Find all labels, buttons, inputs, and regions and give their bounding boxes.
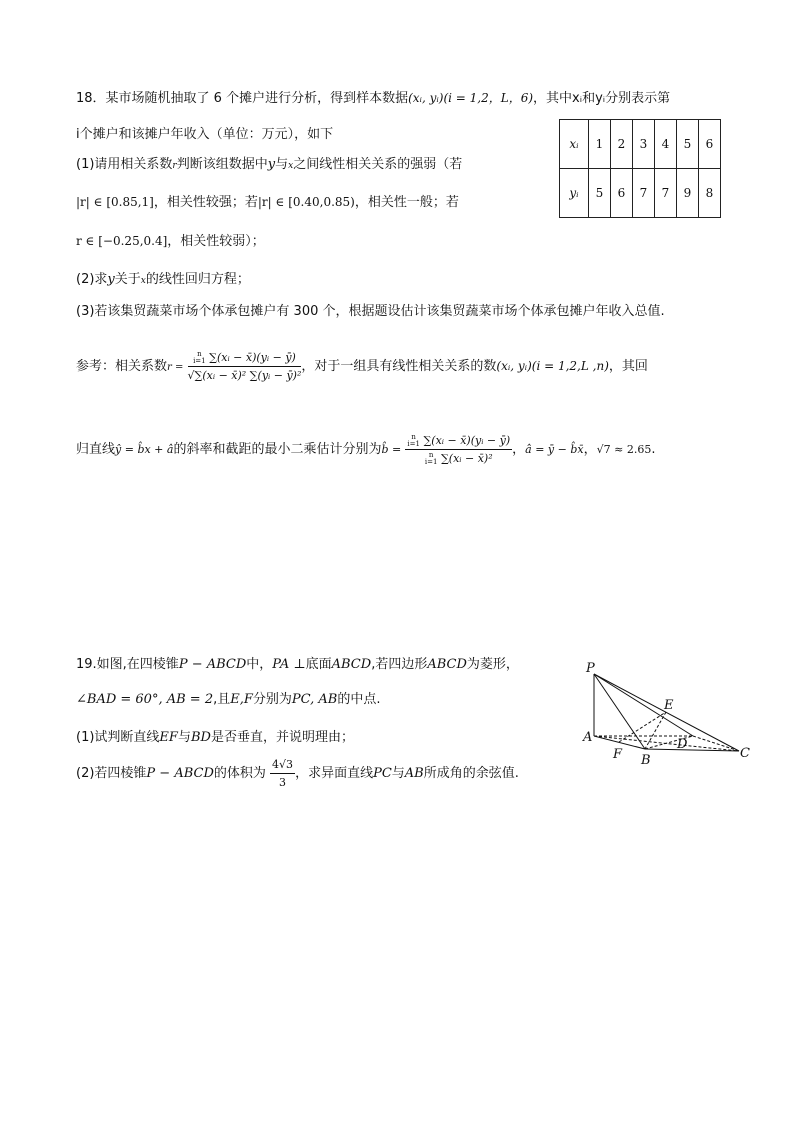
table-header-x: xᵢ <box>560 120 589 169</box>
q18-part1-text-a: (1)请用相关系数 <box>76 157 173 172</box>
q18-line1-math: (xᵢ, yᵢ)(i = 1,2，L，6) <box>408 91 534 105</box>
q19-part1-ef: EF <box>159 730 178 745</box>
q18-part1-line3 <box>76 232 265 251</box>
q18-part1-line2-text-b: ，相关性一般；若 <box>354 195 459 210</box>
q18-part2-x: x <box>140 276 146 286</box>
table-cell: 2 <box>611 120 633 169</box>
label-c: C <box>740 746 750 761</box>
q18-part1-text-c: 与 <box>275 157 289 172</box>
table-cell: 8 <box>699 169 721 218</box>
q19-line2-text-c: 的中点. <box>337 692 381 707</box>
q18-ref-r: r = <box>167 362 184 373</box>
q19-line2-text-a: ,且 <box>213 692 231 707</box>
q19-part2-text-d: 与 <box>391 766 405 781</box>
q18-ahat-formula: â = ȳ − b̂x̄ <box>525 443 584 456</box>
table-cell: 6 <box>611 169 633 218</box>
q19-base-name: ABCD <box>331 657 372 672</box>
q19-part2-line <box>76 754 519 794</box>
q19-part1-text-a: (1)试判断直线 <box>76 730 160 745</box>
q18-corr-numerator: ∑(xᵢ − x̄)(yᵢ − ȳ) <box>209 351 296 364</box>
q19-quad-name: ABCD <box>427 657 467 672</box>
q18-slope-formula: n i=1 ∑(xᵢ − x̄)(yᵢ − ȳ) n i=1 ∑(xᵢ − x̄)² <box>407 433 511 466</box>
q18-reg-text-d: ， <box>583 442 597 457</box>
q18-sqrt7-approx: √7 ≈ 2.65 <box>596 443 652 456</box>
q18-part2-y: y <box>107 272 115 287</box>
q19-part2-pc: PC <box>373 766 392 781</box>
label-d: D <box>677 737 688 752</box>
q18-regression-line <box>76 420 655 480</box>
q18-part1-x: x <box>288 161 294 171</box>
q19-pyramid-figure <box>578 660 758 770</box>
edge-pd-upper <box>594 674 693 736</box>
segment-eb <box>645 712 666 749</box>
q18-reg-text-a: 归直线 <box>76 442 116 457</box>
table-row-y <box>560 169 721 218</box>
q19-line1-text-d: ,若四边形 <box>371 657 428 672</box>
segment-fe <box>619 712 666 742</box>
q19-line2-text-b: 分别为 <box>252 692 292 707</box>
q18-slope-denominator: ∑(xᵢ − x̄)² <box>440 452 493 465</box>
q18-part1-text-d: 之间线性相关关系的强弱（若 <box>293 157 463 172</box>
table-header-y: yᵢ <box>560 169 589 218</box>
q18-ref-math: (xᵢ, yᵢ)(i = 1,2,L ,n) <box>496 359 609 373</box>
q18-part2-line <box>76 271 250 290</box>
table-row-x <box>560 120 721 169</box>
q18-line1 <box>76 89 670 108</box>
q19-line1 <box>76 656 519 674</box>
q19-line1-text-c: 底面 <box>305 657 332 672</box>
q18-data-table <box>559 119 721 218</box>
q19-part2-text-c: ，求异面直线 <box>295 766 374 781</box>
q18-part1-line3-text: ，相关性较弱）； <box>167 234 265 249</box>
q18-reg-equation: ŷ = b̂x + â <box>115 443 174 456</box>
label-f: F <box>613 747 623 762</box>
label-a: A <box>583 730 593 745</box>
q18-part1-r: r <box>172 161 177 171</box>
q18-part2-text-b: 关于 <box>114 272 141 287</box>
q19-volume-numerator: 4√3 <box>270 757 295 774</box>
q19-part2-text-b: 的体积为 <box>213 766 266 781</box>
q18-part1-line2-text-a: ，相关性较强；若 <box>153 195 258 210</box>
q19-pc-ab: PC, AB <box>291 692 338 707</box>
q19-part1-bd: BD <box>190 730 211 745</box>
q19-line1-text-e: 为菱形， <box>466 657 519 672</box>
q19-part2-pyramid: P − ABCD <box>146 766 214 781</box>
q19-line2 <box>76 691 380 709</box>
q18-part1-line <box>76 156 462 175</box>
table-cell: 6 <box>699 120 721 169</box>
q18-line1-text-b: ，其中 <box>533 91 573 106</box>
q18-line1-text-a: 18．某市场随机抽取了 6 个摊户进行分析，得到样本数据 <box>76 91 409 106</box>
q18-line2 <box>76 126 333 144</box>
q18-range-medium: |r| ∈ [0.40,0.85) <box>257 195 355 209</box>
q18-ref-text-a: 参考：相关系数 <box>76 359 168 374</box>
table-cell: 4 <box>655 120 677 169</box>
q19-volume-denominator: 3 <box>279 776 287 789</box>
table-cell: 3 <box>633 120 655 169</box>
table-cell: 9 <box>677 169 699 218</box>
q19-pa-perp: PA ⊥ <box>272 657 306 672</box>
q19-volume-fraction <box>270 757 295 790</box>
q18-corr-denominator: √∑(xᵢ − x̄)² ∑(yᵢ − ȳ)² <box>187 369 302 382</box>
q19-part2-text-e: 所成角的余弦值. <box>423 766 519 781</box>
q18-range-strong: |r| ∈ [0.85,1] <box>76 195 154 209</box>
q18-part2-text-c: 的线性回归方程； <box>145 272 250 287</box>
label-p: P <box>586 661 595 676</box>
q18-reference-line <box>76 336 648 396</box>
table-cell: 5 <box>677 120 699 169</box>
q18-line2-text: i个摊户和该摊户年收入（单位：万元），如下 <box>76 127 334 142</box>
label-e: E <box>664 698 674 713</box>
q18-reg-text-e: . <box>651 442 656 457</box>
q19-part1-line <box>76 729 354 747</box>
label-b: B <box>641 753 651 768</box>
q18-ref-text-c: ，其回 <box>608 359 648 374</box>
q18-part3-line <box>76 303 665 321</box>
q19-pyramid-name: P − ABCD <box>178 657 247 672</box>
table-cell: 7 <box>655 169 677 218</box>
q18-reg-text-b: 的斜率和截距的最小二乘估计分别为 <box>173 442 382 457</box>
q19-ef-points: E,F <box>230 692 253 707</box>
table-cell: 1 <box>589 120 611 169</box>
q18-slope-numerator: ∑(xᵢ − x̄)(yᵢ − ȳ) <box>423 434 511 447</box>
q18-part1-y: y <box>267 157 276 172</box>
q18-part2-text-a: (2)求 <box>76 272 108 287</box>
q18-range-weak: r ∈ [−0.25,0.4] <box>76 234 168 248</box>
q19-part2-ab: AB <box>404 766 424 781</box>
q19-part1-text-b: 与 <box>177 730 191 745</box>
q19-line1-text-a: 19.如图,在四棱锥 <box>76 657 179 672</box>
q18-line1-text-c: xᵢ和yᵢ分别表示第 <box>572 91 671 106</box>
table-cell: 7 <box>633 169 655 218</box>
q19-part2-text-a: (2)若四棱锥 <box>76 766 147 781</box>
q18-ref-text-b: ，对于一组具有线性相关关系的数 <box>301 359 497 374</box>
q19-angle-condition: ∠BAD = 60°, AB = 2 <box>76 692 214 707</box>
q18-part1-text-b: 判断该组数据中 <box>176 157 268 172</box>
q18-reg-text-c: ， <box>512 442 526 457</box>
q18-part3-text: (3)若该集贸蔬菜市场个体承包摊户有 300 个，根据题设估计该集贸蔬菜市场个体承包摊户年收入总值. <box>76 304 665 319</box>
q18-correlation-formula: n i=1 ∑(xᵢ − x̄)(yᵢ − ȳ) √∑(xᵢ − x̄)² ∑(yᵢ − ȳ)² <box>187 350 302 382</box>
q18-bhat-label: b̂ = <box>381 443 402 456</box>
q18-part1-line2 <box>76 193 459 212</box>
q19-line1-text-b: 中， <box>246 657 273 672</box>
table-cell: 5 <box>589 169 611 218</box>
q19-part1-text-c: 是否垂直，并说明理由； <box>210 730 354 745</box>
